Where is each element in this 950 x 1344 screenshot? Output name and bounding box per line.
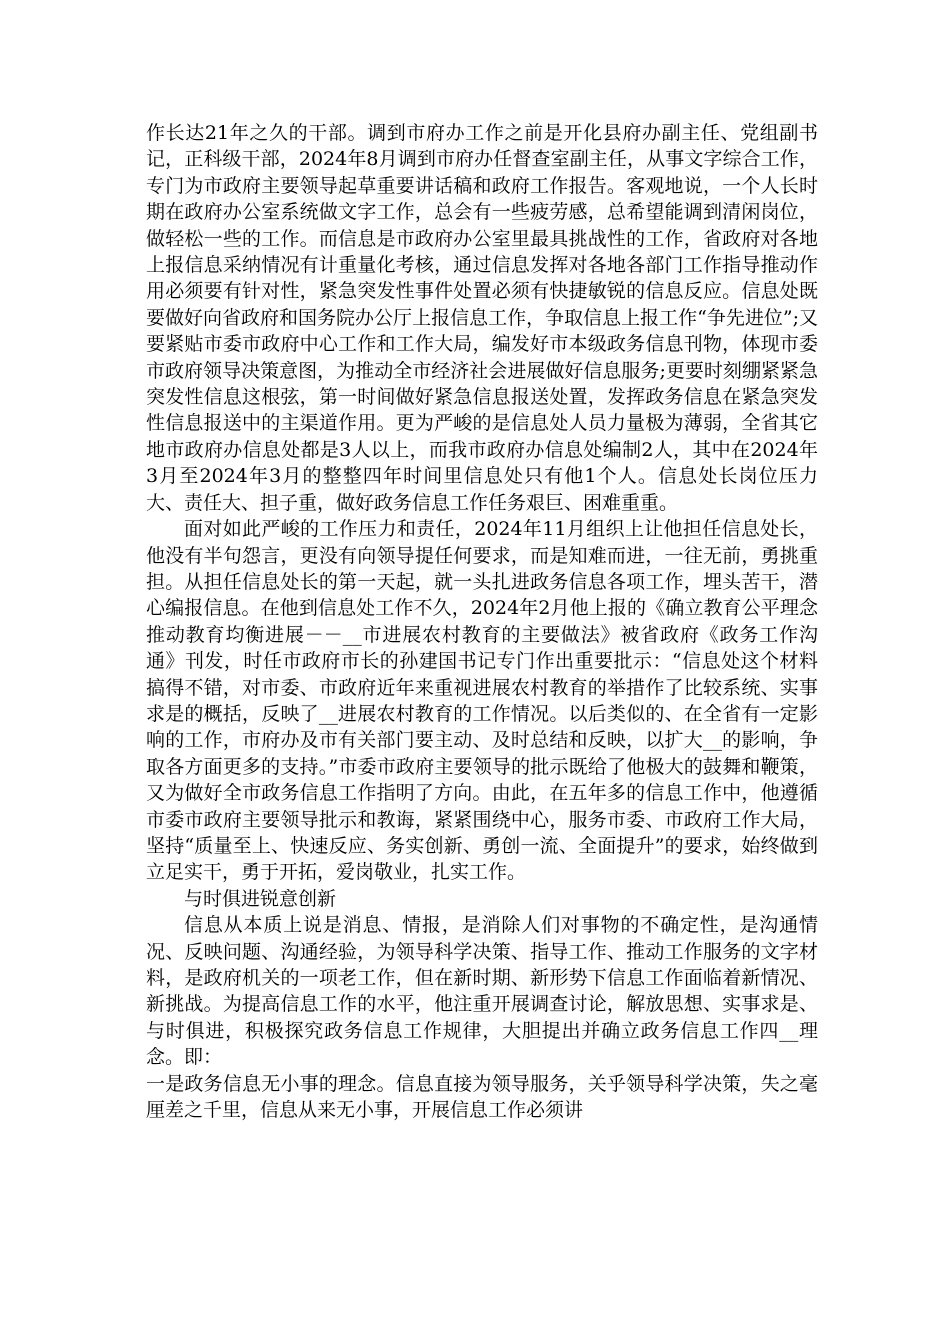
document-body xyxy=(146,120,818,1123)
paragraph-1: 作长达21年之久的干部。调到市府办工作之前是开化县府办副主任、党组副书记，正科级干部，2024年8月调到市府办任督查室副主任，从事文字综合工作，专门为市政府主要领导起草重要讲话稿和政府工作报告。客观地说，一个人长时期在政府办公室系统做文字工作，总会有一些疲劳感，总希望能调到清闲岗位，做轻松一些的工作。而信息是市政府办公室里最具挑战性的工作，省政府对各地上报信息采纳情况有计重量化考核，通过信息发挥对各地各部门工作指导推动作用必须要有针对性，紧急突发性事件处置必须有快捷敏锐的信息反应。信息处既要做好向省政府和国务院办公厅上报信息工作，争取信息上报工作“争先进位”;又要紧贴市委市政府中心工作和工作大局，编发好市本级政务信息刊物，体现市委市政府领导决策意图，为推动全市经济社会进展做好信息服务;更要时刻绷紧紧急突发性信息这根弦，第一时间做好紧急信息报送处置，发挥政务信息在紧急突发性信息报送中的主渠道作用。更为严峻的是信息处人员力量极为薄弱，全省其它地市政府办信息处都是3人以上，而我市政府办信息处编制2人，其中在2024年3月至2024年3月的整整四年时间里信息处只有他1个人。信息处长岗位压力大、责任大、担子重，做好政务信息工作任务艰巨、困难重重。 xyxy=(146,122,818,514)
paragraph-4: 一是政务信息无小事的理念。信息直接为领导服务，关乎领导科学决策，失之毫厘差之千里，信息从来无小事，开展信息工作必须讲 xyxy=(146,1072,818,1122)
section-heading: 与时俱进锐意创新 xyxy=(184,887,337,910)
paragraph-2: 面对如此严峻的工作压力和责任，2024年11月组织上让他担任信息处长，他没有半句怨言，更没有向领导提任何要求，而是知难而进，一往无前，勇挑重担。从担任信息处长的第一天起，就一头扎进政务信息各项工作，埋头苦干，潜心编报信息。在他到信息处工作不久，2024年2月他上报的《确立教育公平理念推动教育均衡进展－－__市进展农村教育的主要做法》被省政府《政务工作沟通》刊发，时任市政府市长的孙建国书记专门作出重要批示：“信息处这个材料搞得不错，对市委、市政府近年来重视进展农村教育的举措作了比较系统、实事求是的概括，反映了__进展农村教育的工作情况。以后类似的、在全省有一定影响的工作，市府办及市有关部门要主动、及时总结和反映，以扩大__的影响，争取各方面更多的支持。”市委市政府主要领导的批示既给了他极大的鼓舞和鞭策，又为做好全市政务信息工作指明了方向。由此，在五年多的信息工作中，他遵循市委市政府主要领导批示和教诲，紧紧围绕中心，服务市委、市政府工作大局，坚持“质量至上、快速反应、务实创新、勇创一流、全面提升”的要求，始终做到立足实干，勇于开拓，爱岗敬业，扎实工作。 xyxy=(146,518,818,884)
paragraph-3: 信息从本质上说是消息、情报，是消除人们对事物的不确定性，是沟通情况、反映问题、沟通经验，为领导科学决策、指导工作、推动工作服务的文字材料，是政府机关的一项老工作，但在新时期、新形势下信息工作面临着新情况、新挑战。为提高信息工作的水平，他注重开展调查讨论，解放思想、实事求是、与时俱进，积极探究政务信息工作规律，大胆提出并确立政务信息工作四__理念。即： xyxy=(146,914,818,1069)
